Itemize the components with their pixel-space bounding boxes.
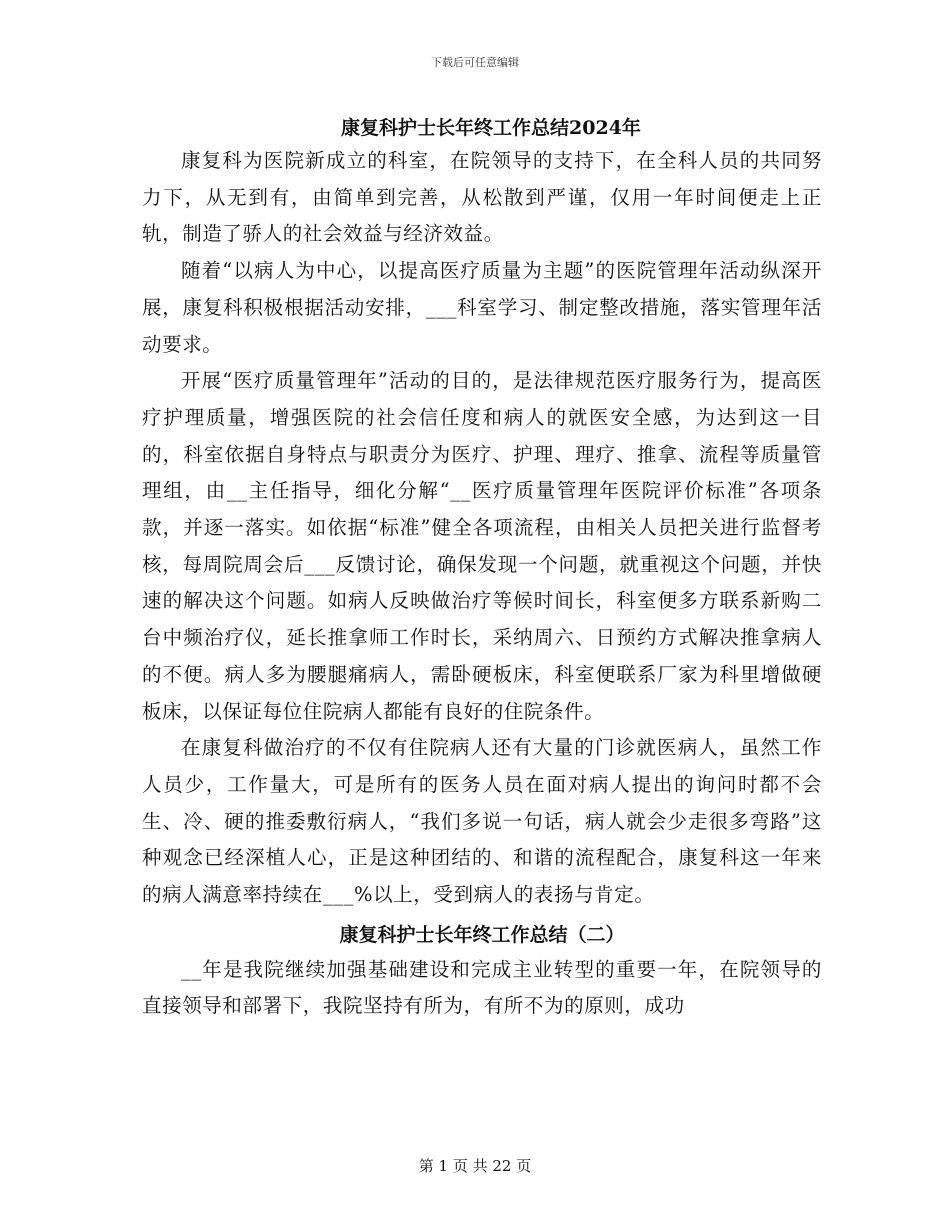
section-1-paragraphs [142, 143, 822, 914]
paragraph: 开展“医疗质量管理年”活动的目的，是法律规范医疗服务行为，提高医疗护理质量，增强医院的社会信任度和病人的就医安全感，为达到这一目的，科室依据自身特点与职责分为医疗、护理、理疗、推拿、流程等质量管理组，由__主任指导，细化分解“__医疗质量管理年医院评价标准”各项条款，并逐一落实。如依据“标准”健全各项流程，由相关人员把关进行监督考核，每周院周会后___反馈讨论，确保发现一个问题，就重视这个问题，并快速的解决这个问题。如病人反映做治疗等候时间长，科室便多方联系新购二台中频治疗仪，延长推拿师工作时长，采纳周六、日预约方式解决推拿病人的不便。病人多为腰腿痛病人，需卧硬板床，科室便联系厂家为科里增做硬板床，以保证每位住院病人都能有良好的住院条件。 [142, 369, 822, 723]
paragraph: 康复科为医院新成立的科室，在院领导的支持下，在全科人员的共同努力下，从无到有，由简单到完善，从松散到严谨，仅用一年时间便走上正轨，制造了骄人的社会效益与经济效益。 [142, 149, 822, 246]
section-2-title: 康复科护士长年终工作总结（二） [339, 923, 625, 946]
page-footer: 第 1 页 共 22 页 [418, 1157, 532, 1175]
document-body [142, 113, 822, 1025]
page-header-note: 下载后可任意编辑 [431, 56, 519, 69]
document-title: 康复科护士长年终工作总结2024年 [341, 117, 641, 139]
paragraph: 随着“以病人为中心，以提高医疗质量为主题”的医院管理年活动纵深开展，康复科积极根据活动安排，___科室学习、制定整改措施，落实管理年活动要求。 [142, 259, 822, 356]
paragraph: 在康复科做治疗的不仅有住院病人还有大量的门诊就医病人，虽然工作人员少，工作量大，可是所有的医务人员在面对病人提出的询问时都不会生、冷、硬的推委敷衍病人，“我们多说一句话，病人就会少走很多弯路”这种观念已经深植人心，正是这种团结的、和谐的流程配合，康复科这一年来的病人满意率持续在___%以上，受到病人的表扬与肯定。 [142, 736, 822, 907]
section-2-paragraphs [142, 952, 822, 1025]
paragraph: __年是我院继续加强基础建设和完成主业转型的重要一年，在院领导的直接领导和部署下，我院坚持有所为，有所不为的原则，成功 [142, 957, 822, 1018]
